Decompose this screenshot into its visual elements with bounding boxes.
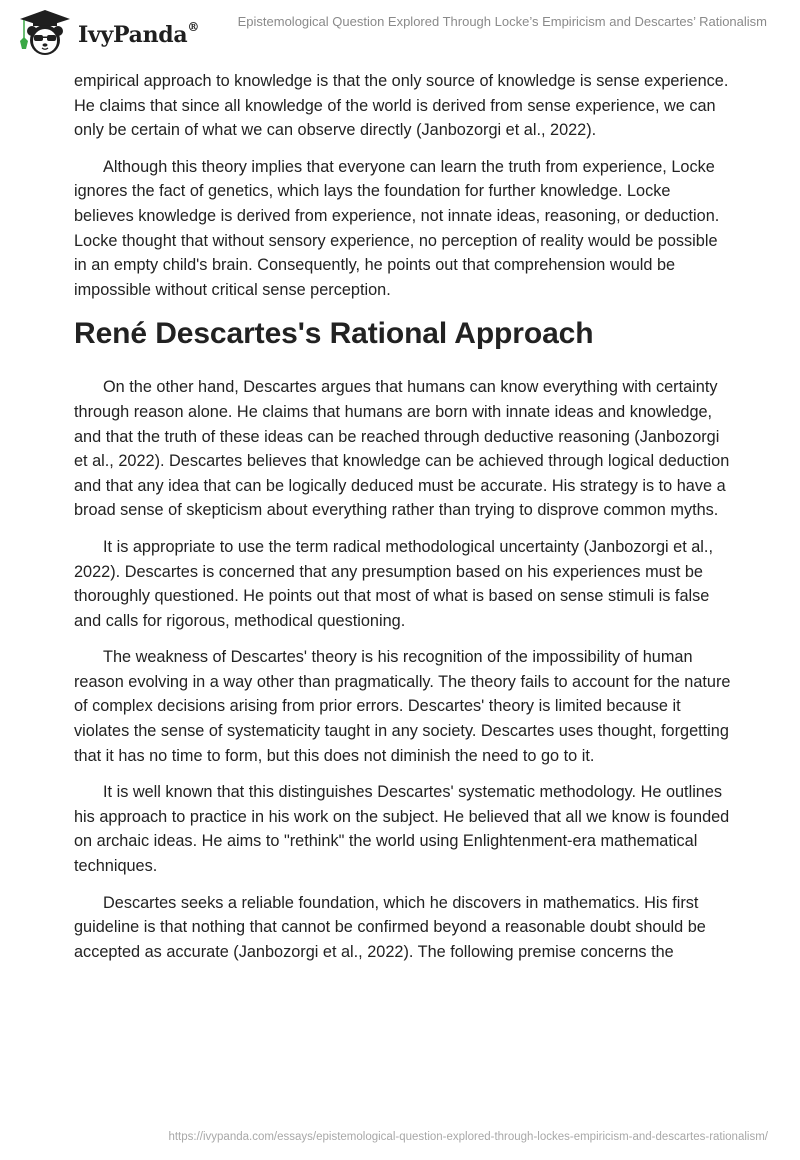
essay-body: [74, 69, 734, 976]
paragraph: It is well known that this distinguishes Descartes' systematic methodology. He outlines his approach to practice in his work on the subject. He believed that all we know is founded on archaic ideas. He aims to "rethink" the world using Enlightenment-era mathematical techniques.: [74, 783, 730, 876]
paragraph: empirical approach to knowledge is that the only source of knowledge is sense experience. He claims that since all knowledge of the world is derived from sense experience, we can only be certain of what we can observe directly (Janbozorgi et al., 2022).: [74, 72, 729, 140]
registered-mark: ®: [187, 20, 200, 34]
paragraph: It is appropriate to use the term radical methodological uncertainty (Janbozorgi et al., 2022). Descartes is concerned that any presumption based on his experiences must be thoroughly questioned. He points out that most of what is based on sense stimuli is false and calls for rigorous, methodical questioning.: [74, 537, 713, 630]
paragraph: Although this theory implies that everyone can learn the truth from experience, Locke ignores the fact of genetics, which lays the foundation for further knowledge. Locke believes knowledge is derived from experience, not innate ideas, reasoning, or deduction. Locke thought that without sensory experience, no perception of reality would be possible in an empty child's brain. Consequently, he points out that comprehension would be impossible without critical sense perception.: [74, 157, 720, 299]
page-header: [0, 0, 800, 60]
paragraph: On the other hand, Descartes argues that humans can know everything with certainty through reason alone. He claims that humans are born with innate ideas and knowledge, and that the truth of these ideas can be reached through deductive reasoning (Janbozorgi et al., 2022). Descartes believes that knowledge can be achieved through logical deduction and that any idea that can be logically deduced must be accurate. His strategy is to have a broad sense of skepticism about everything rather than trying to disprove common myths.: [74, 378, 730, 520]
paragraph: The weakness of Descartes' theory is his recognition of the impossibility of human reason evolving in a way other than pragmatically. The theory fails to account for the nature of complex decisions arising from prior errors. Descartes' theory is limited because it violates the sense of systematicity taught in any society. Descartes uses thought, forgetting that it has no time to form, but this does not diminish the need to go to it.: [74, 648, 731, 765]
logo-wordmark: [78, 22, 199, 48]
logo-text: IvyPanda: [78, 22, 188, 48]
source-url[interactable]: https://ivypanda.com/essays/epistemological-question-explored-through-lockes-empiricism-and-descartes-rationalism/: [168, 1131, 768, 1143]
document-title: Epistemological Question Explored Through Locke’s Empiricism and Descartes’ Rationalism: [237, 14, 767, 29]
paragraph: Descartes seeks a reliable foundation, which he discovers in mathematics. His first guideline is that nothing that cannot be confirmed beyond a reasonable doubt should be accepted as accurate (Janbozorgi et al., 2022). The following premise concerns the: [74, 893, 706, 961]
section-heading: René Descartes's Rational Approach: [74, 317, 594, 351]
panda-graduate-icon: [16, 7, 74, 57]
ivypanda-logo[interactable]: [16, 7, 199, 57]
